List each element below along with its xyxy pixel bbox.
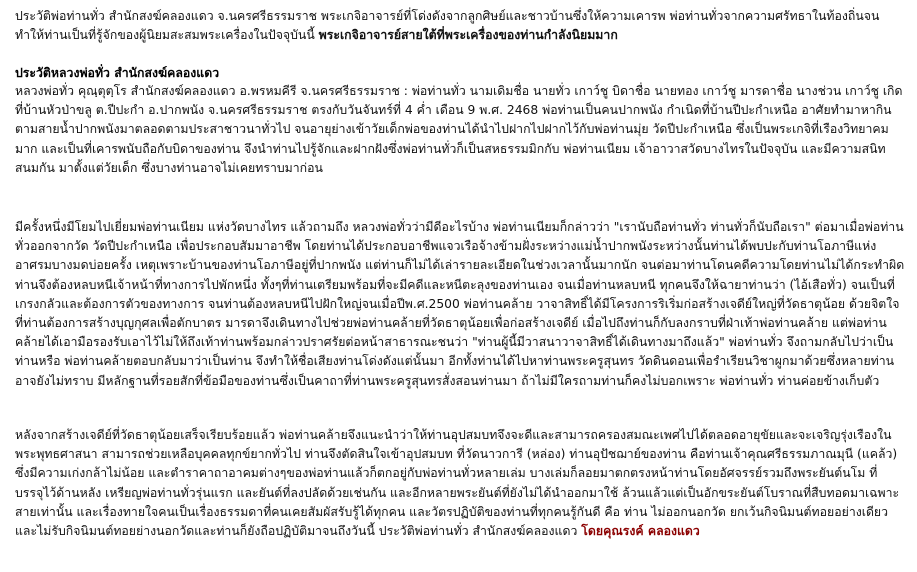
author-link[interactable]: โดยคุณรงค์ คลองแดว (581, 524, 700, 539)
intro-text: ประวัติพ่อท่านทั่ว สำนักสงฆ์คลองแดว จ.นครศรีธรรมราช พระเกจิอาจารย์ที่โด่งดังจากลูกศิษย์และชาวบ้านซึ่งให้ความเคารพ พ่อท่านทั่วจากความศรัทธาในท้องถิ่นจนทำให้ท่านเป็นที่รู้จักของผู้นิยมสะสมพระเครื่องในปัจจุบันนี้ (15, 9, 880, 43)
paragraph-middle-life: มีครั้งหนึ่งมีโยมไปเยี่ยมพ่อท่านเนียม แห่งวัดบางไทร แล้วถามถึง หลวงพ่อทั่วว่ามีดีอะไรบ้าง พ่อท่านเนียมก็กล่าวว่า "เรานับถือท่านทั่ว ท่านทั่วก็นับถือเรา" ต่อมาเมื่อพ่อท่านทั่วออกจากวัด วัดปีปะกำเหนือ เพื่อประกอบสัมมาอาชีพ โดยท่านได้ประกอบอาชีพแจวเรือจ้างข้ามฝั่งระหว่างแม่น้ำปากพนังระหว่างนั้นท่านได้พบปะกับท่านโอภาษีแห่งอาศรมบางมดบ่อยครั้ง เหตุเพราะบ้านของท่านโอภาษีอยู่ที่ปากพนัง แต่ท่านก็ไม่ได้เล่ารายละเอียดในช่วงเวลานั้นมากนัก จนต่อมาท่านโดนคดีความโดยท่านไม่ได้กระทำผิด ท่านจึงต้องหลบหนีเจ้าหน้าที่ทางการไปพักหนึ่ง ทั้งๆที่ท่านเตรียมพร้อมที่จะมีคดีและหนีตะลุงของท่านเอง จนเมื่อท่านหลบหนี ทุกคนจึงให้ฉายาท่านว่า (ไอ้เสือทั่ว) จนเป็นที่เกรงกลัวและต้องการตัวของทางการ จนท่านต้องหลบหนีไปฝักใหญ่จนเมื่อปีพ.ศ.2500 พ่อท่านคล้าย วาจาสิทธิ์ได้มีโครงการริเริ่มก่อสร้างเจดีย์ใหญ่ที่วัดธาตุน้อย ด้วยจิตใจที่ท่านต้องการสร้างบุญกุศลเพื่อตักบาตร มารดาจึงเดินทางไปช่วยพ่อท่านคล้ายที่วัดธาตุน้อยเพื่อก่อสร้างเจดีย์ เมื่อไปถึงท่านก็กับลงกราบที่ฝ่าเท้าพ่อท่านคล้าย แต่พ่อท่านคล้ายได้เอามือรองรับเอาไว้ไม่ให้ถึงเท้าท่านพร้อมกล่าวปราศรัยต่อหน้าสาธารณะชนว่า "ท่านผู้นี้มีวาสนาวาจาสิทธิ์ได้เดินทางมาถึงแล้ว" พ่อท่านทั่ว จึงถามกลับไปว่าเป็นท่านหรือ พ่อท่านคล้ายตอบกลับมาว่าเป็นท่าน จึงทำให้ชื่อเสียงท่านโด่งดังแต่นั้นมา อีกทั้งท่านได้ไปหาท่านพระครูสุนทร วัดดินดอนเพื่อรำเรียนวิชาผูกมาด้วยซึ่งหลายท่านอาจยังไม่ทราบ มีหลักฐานที่รอยสักที่ข้อมือของท่านซึ่งเป็นคาถาที่ท่านพระครูสุนทรสั่งสอนท่านมา ถ้าไม่มีใครถามท่านก็คงไม่บอกเพราะ พ่อท่านทั่ว ท่านค่อยข้างเก็บตัว (15, 220, 905, 388)
intro-paragraph (15, 7, 905, 45)
paragraph-ordination-text: หลังจากสร้างเจดีย์ที่วัดธาตุน้อยเสร็จเรียบร้อยแล้ว พ่อท่านคล้ายจึงแนะนำว่าให้ท่านอุปสมบทจึงจะดีและสามารถครองสมณะเพศไปได้ตลอดอายุขัยและจะเจริญรุ่งเรืองในพระพุทธศาสนา สามารถช่วยเหลือบุคคลทุกข์ยากทั่วไป ท่านจึงตัดสินใจเข้าอุปสมบท ที่วัดนาวการี (หล่อง) ท่านอุปัชฌาย์ของท่าน คือท่านเจ้าคุณศรีธรรมภาณมุนี (แคล้ว) ซึ่งมีความเก่งกล้าไม่น้อย และตำราคาถาอาคมต่างๆของพ่อท่านแล้วก็ตกอยู่กับพ่อท่านทั่วหลายเล่ม บางเล่มก็ลอยมาตกตรงหน้าท่านโดยอัศจรรย์รวมถึงพระยันต์นโม ที่บรรจุไว้ด้านหลัง เหรียญพ่อท่านทั่วรุ่นแรก และยันต์ที่ลงปลัดด้วยเช่นกัน และอีกหลายพระยันต์ที่ยังไม่ได้นำออกมาใช้ ล้วนแล้วแต่เป็นอักขระยันต์โบราณที่สืบทอดมาเฉพาะสายเท่านั้น และเรื่องทายใจคนเป็นเรื่องธรรมดาที่คนเคยสัมผัสรับรู้ได้ทุกคน และวัตรปฏิบัติของท่านที่ทุกคนรู้กันดี คือ ท่าน ไม่ออกนอกวัด ยกเว้นกิจนิมนต์ทอยอย่างเดียวและไม่รับกิจนิมนต์ทอยย่างนอกวัดและท่านก็ยังถือปฏิบัติมาจนถึงวันนี้ ประวัติพ่อท่านทั่ว สำนักสงฆ์คลองแดว (15, 428, 900, 539)
section-heading: ประวัติหลวงพ่อทั่ว สำนักสงฆ์คลองแดว (15, 66, 220, 80)
paragraph-ordination (15, 426, 905, 541)
intro-bold-text: พระเกจิอาจารย์สายใต้ที่พระเครื่องของท่านกำลังนิยมมาก (318, 28, 618, 43)
paragraph-early-life: หลวงพ่อทั่ว คุณฺตุตฺโร สำนักสงฆ์คลองแดว อ.พรหมคีรี จ.นครศรีธรรมราช : พ่อท่านทั่ว นามเดิมชื่อ นายทั่ว เกาว์ชู บิดาชื่อ นายทอง เกาว์ชู มารดาชื่อ นางช่วน เกาว์ชู เกิดที่บ้านหัวป่าขลู ต.ปีปะกำ อ.ปากพนัง จ.นครศรีธรรมราช ตรงกับวันจันทร์ที่ 4 ค่ำ เดือน 9 พ.ศ. 2468 พ่อท่านเป็นคนปากพนัง กำเนิดที่บ้านปีปะกำเหนือ อาศัยทำมาหากินตามสายน้ำปากพนังมาตลอดตามประสาชาวนาทั่วไป จนอายุย่างเข้าวัยเด็กพ่อของท่านได้นำไปฝากไปฝากไว้กับพ่อท่านมุ่ย วัดปีปะกำเหนือ ซึ่งเป็นพระเกจิที่เรืองวิทยาคมมาก และเป็นที่เคารพนับถือกับบิดาของท่าน จึงนำท่านไปรู้จักและฝากฝังซึ่งพ่อท่านทั่วก็เป็นสหธรรมมิกกับ พ่อท่านเนียม เจ้าอาวาสวัดบางไทรในปัจจุบัน และมีความสนิทสนมกัน มาตั้งแต่วัยเด็ก ซึ่งบางท่านอาจไม่เคยทราบมาก่อน (15, 84, 903, 175)
